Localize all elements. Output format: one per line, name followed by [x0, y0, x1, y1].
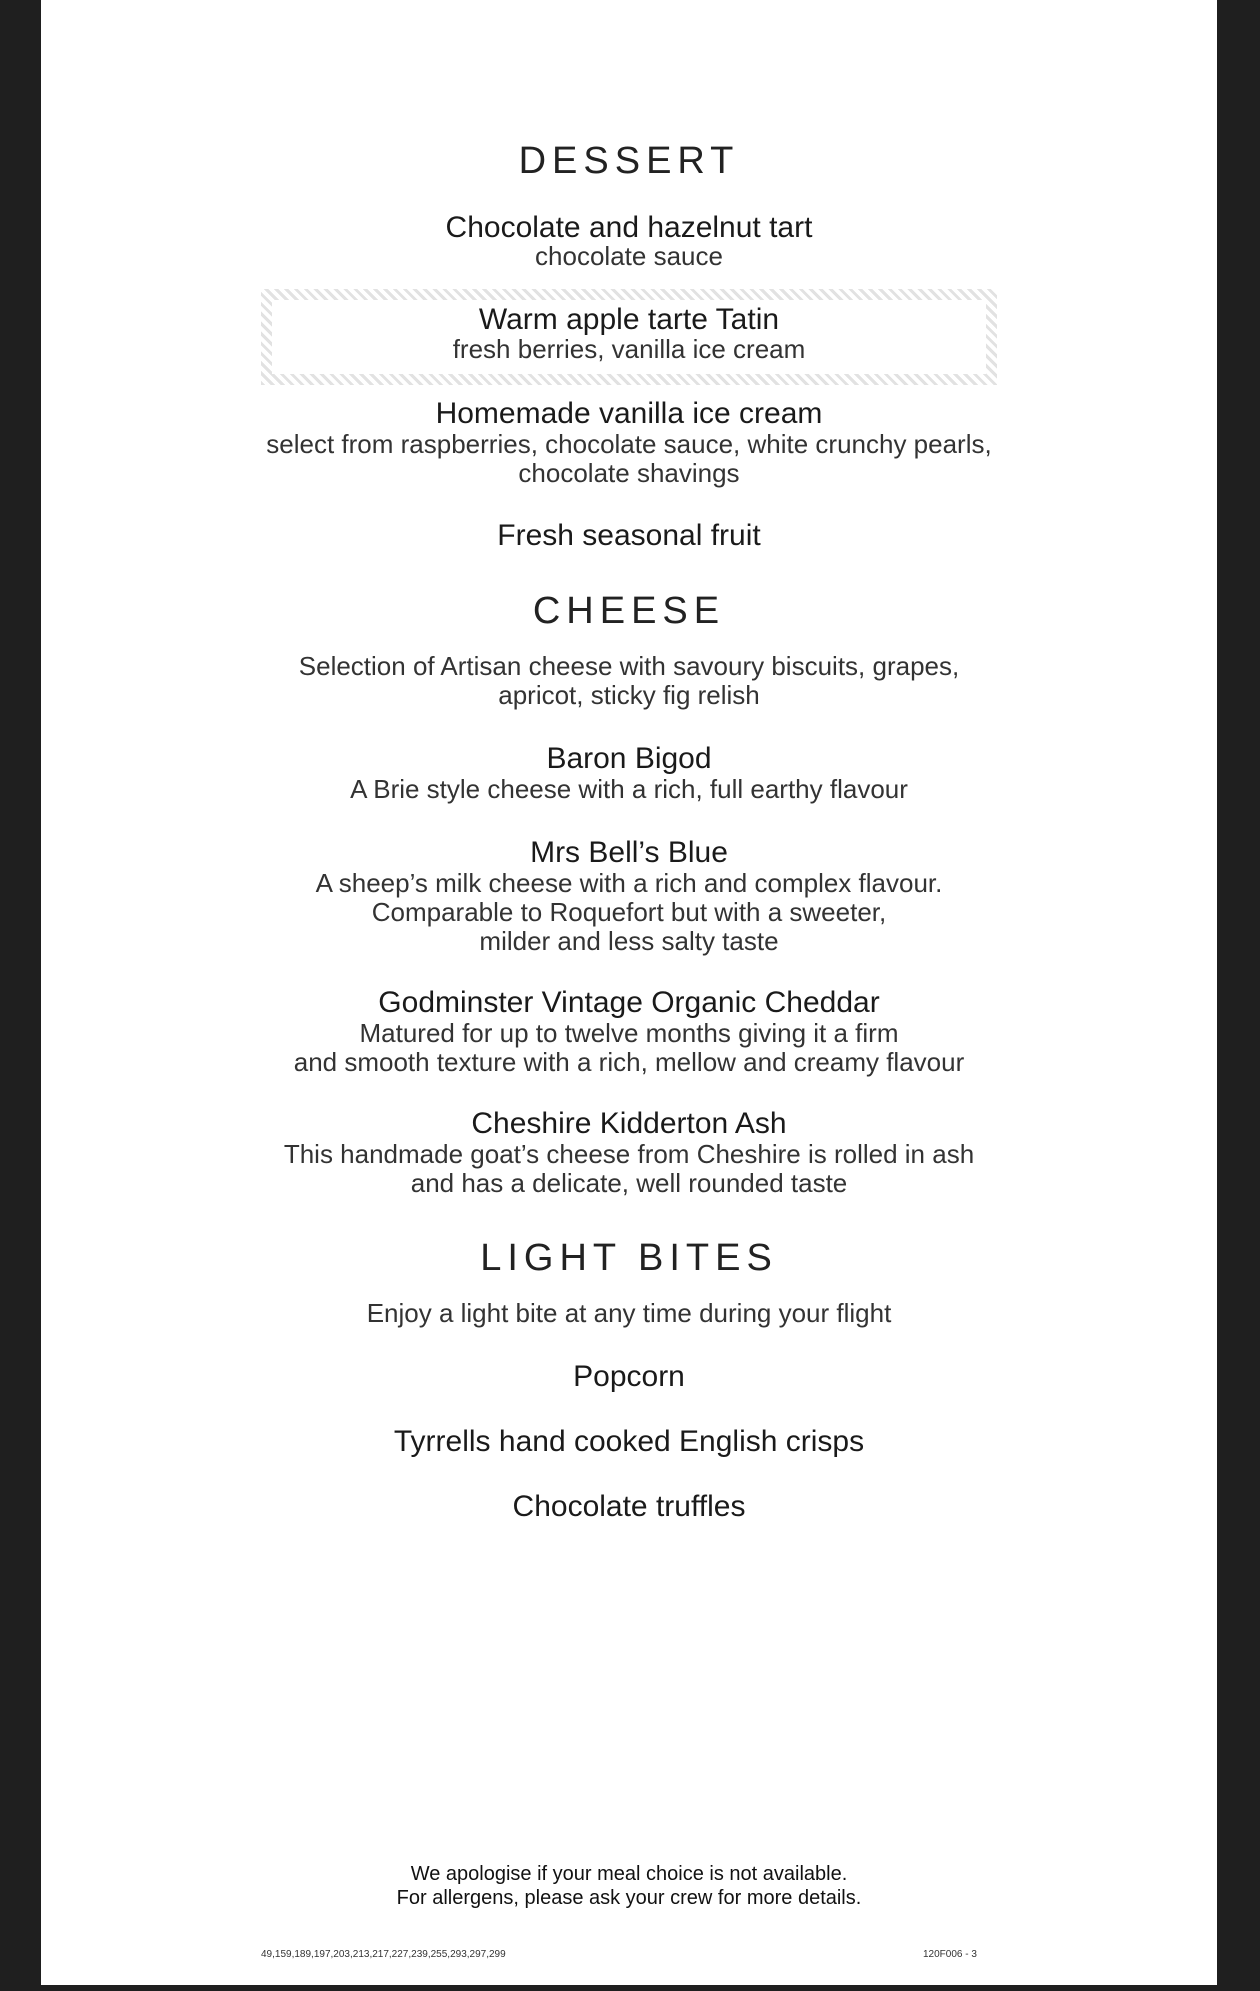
light-bites-heading: LIGHT BITES: [480, 1237, 778, 1279]
dessert-item-name: Fresh seasonal fruit: [497, 519, 761, 552]
cheese-item-name: Cheshire Kidderton Ash: [471, 1107, 787, 1140]
cheese-intro: Selection of Artisan cheese with savoury biscuits, grapes, apricot, sticky fig relish: [298, 651, 960, 710]
dessert-heading: DESSERT: [518, 140, 740, 182]
flight-codes: 49,159,189,197,203,213,217,227,239,255,293,297,299: [261, 1949, 506, 1960]
light-bites-intro: Enjoy a light bite at any time during your flight: [366, 1298, 892, 1328]
dessert-item-name: Chocolate and hazelnut tart: [445, 211, 813, 244]
dessert-item-desc: chocolate sauce: [535, 241, 723, 271]
cheese-item-desc: A sheep’s milk cheese with a rich and complex flavour. Comparable to Roquefort but with a sweeter, milder and less salty taste: [315, 868, 943, 956]
light-bite-item: Popcorn: [573, 1360, 685, 1393]
dessert-item-name: Warm apple tarte Tatin: [478, 303, 780, 336]
cheese-item-desc: This handmade goat’s cheese from Cheshire is rolled in ash and has a delicate, well rounded taste: [283, 1139, 975, 1198]
dessert-item-desc: select from raspberries, chocolate sauce, white crunchy pearls, chocolate shavings: [266, 429, 992, 488]
dessert-item-name: Homemade vanilla ice cream: [435, 397, 823, 430]
dessert-item-desc: fresh berries, vanilla ice cream: [452, 334, 806, 364]
cheese-item-name: Godminster Vintage Organic Cheddar: [378, 986, 880, 1019]
cheese-item-name: Mrs Bell’s Blue: [530, 836, 728, 869]
cheese-heading: CHEESE: [532, 590, 726, 632]
light-bite-item: Tyrrells hand cooked English crisps: [393, 1425, 865, 1458]
light-bite-item: Chocolate truffles: [512, 1490, 746, 1523]
cheese-item-desc: Matured for up to twelve months giving it a firm and smooth texture with a rich, mellow and creamy flavour: [293, 1018, 965, 1077]
menu-reference: 120F006 - 3: [923, 1949, 977, 1960]
cheese-item-desc: A Brie style cheese with a rich, full earthy flavour: [350, 774, 908, 804]
cheese-item-name: Baron Bigod: [546, 742, 712, 775]
menu-page: [41, 0, 1217, 1985]
footer-note: We apologise if your meal choice is not available. For allergens, please ask your crew for more details.: [396, 1863, 862, 1909]
